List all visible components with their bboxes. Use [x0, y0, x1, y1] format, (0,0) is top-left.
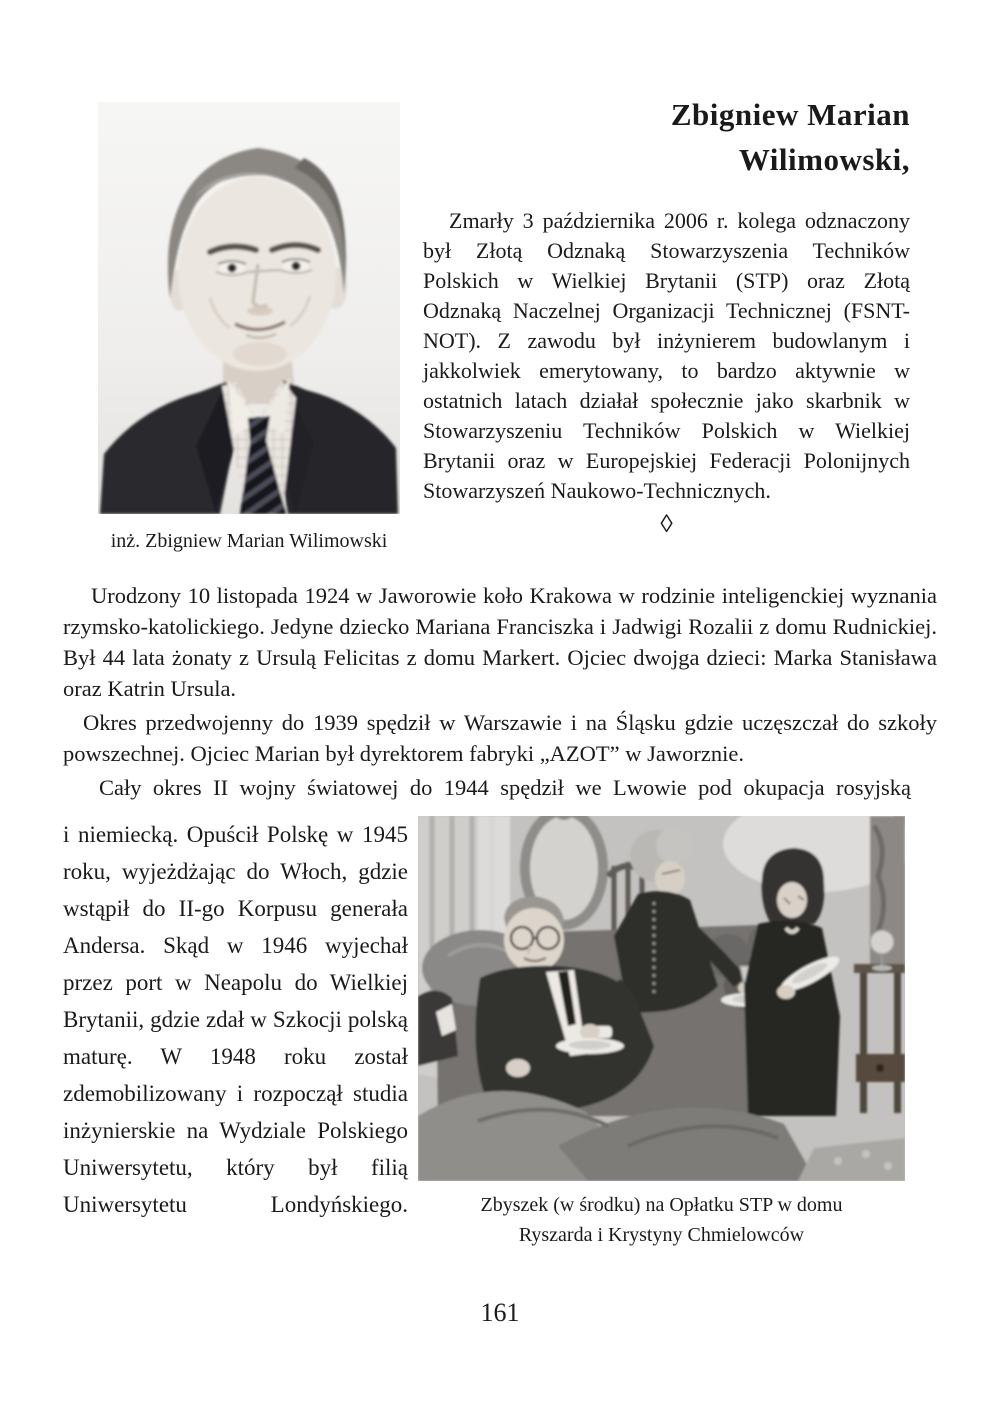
intro-paragraph: Zmarły 3 października 2006 r. kolega odznaczony był Złotą Odznaką Stowarzyszenia Techników Polskich w Wielkiej Brytanii (STP) oraz Złotą Odznaką Naczelnej Organizacji Technicznej (FSNT-NOT). Z zawodu był inżynierem budowlanym i jakkolwiek emerytowany, to bardzo aktywnie w ostatnich latach działał społecznie jako skarbnik w Stowarzyszeniu Techników Polskich w Wielkiej Brytanii oraz w Europejskiej Federacji Polonijnych Stowarzyszeń Naukowo-Technicznych.: [423, 208, 910, 503]
group-photo: [418, 816, 905, 1181]
page-title-line2: Wilimowski,: [738, 142, 910, 177]
page-title-line1: Zbigniew Marian: [670, 97, 910, 132]
page-title: [423, 92, 910, 182]
top-section: [63, 92, 937, 553]
diamond-divider-icon: ◊: [660, 511, 673, 538]
group-photo-figure: [418, 816, 905, 1250]
group-photo-caption-line2: Ryszarda i Krystyny Chmielowców: [518, 1224, 805, 1246]
portrait-figure: [98, 92, 400, 553]
group-photo-caption-line1: Zbyszek (w środku) na Opłatku STP w domu: [480, 1194, 843, 1216]
body-paragraph-3-continuation: i niemiecką. Opuścił Polskę w 1945 roku, wyjeżdżając do Włoch, gdzie wstąpił do II-go Korpusu generała Andersa. Skąd w 1946 wyjechał przez port w Neapolu do Wielkiej Brytanii, gdzie zdał w Szkocji polską maturę. W 1948 roku został zdemobilizowany i rozpoczął studia inżynierskie na Wydziale Polskiego Uniwersytetu, który był filią Uniwersytetu Londyńskiego.: [63, 822, 408, 1217]
body-paragraph-2: Okres przedwojenny do 1939 spędził w Warszawie i na Śląsku gdzie uczęszczał do szkoły powszechnej. Ojciec Marian był dyrektorem fabryki „AZOT” w Jaworznie.: [63, 710, 937, 766]
portrait-caption: inż. Zbigniew Marian Wilimowski: [110, 530, 388, 552]
intro-column: [423, 92, 910, 539]
portrait-photo: [98, 102, 400, 514]
bottom-section: [63, 816, 937, 1250]
body-paragraph-1: Urodzony 10 listopada 1924 w Jaworowie koło Krakowa w rodzinie inteligenckiej wyznania rzymsko-katolickiego. Jedyne dziecko Mariana Franciszka i Jadwigi Rozalii z domu Rudnickiej. Był 44 lata żonaty z Ursulą Felicitas z domu Markert. Ojciec dwojga dzieci: Marka Stanisława oraz Katrin Ursula.: [63, 583, 937, 701]
body-paragraph-3-lead: Cały okres II wojny światowej do 1944 spędził we Lwowie pod okupacja rosyjską: [99, 775, 911, 800]
body-section: [63, 580, 937, 803]
group-photo-caption: [418, 1190, 905, 1250]
page-number: 161: [480, 1298, 520, 1327]
